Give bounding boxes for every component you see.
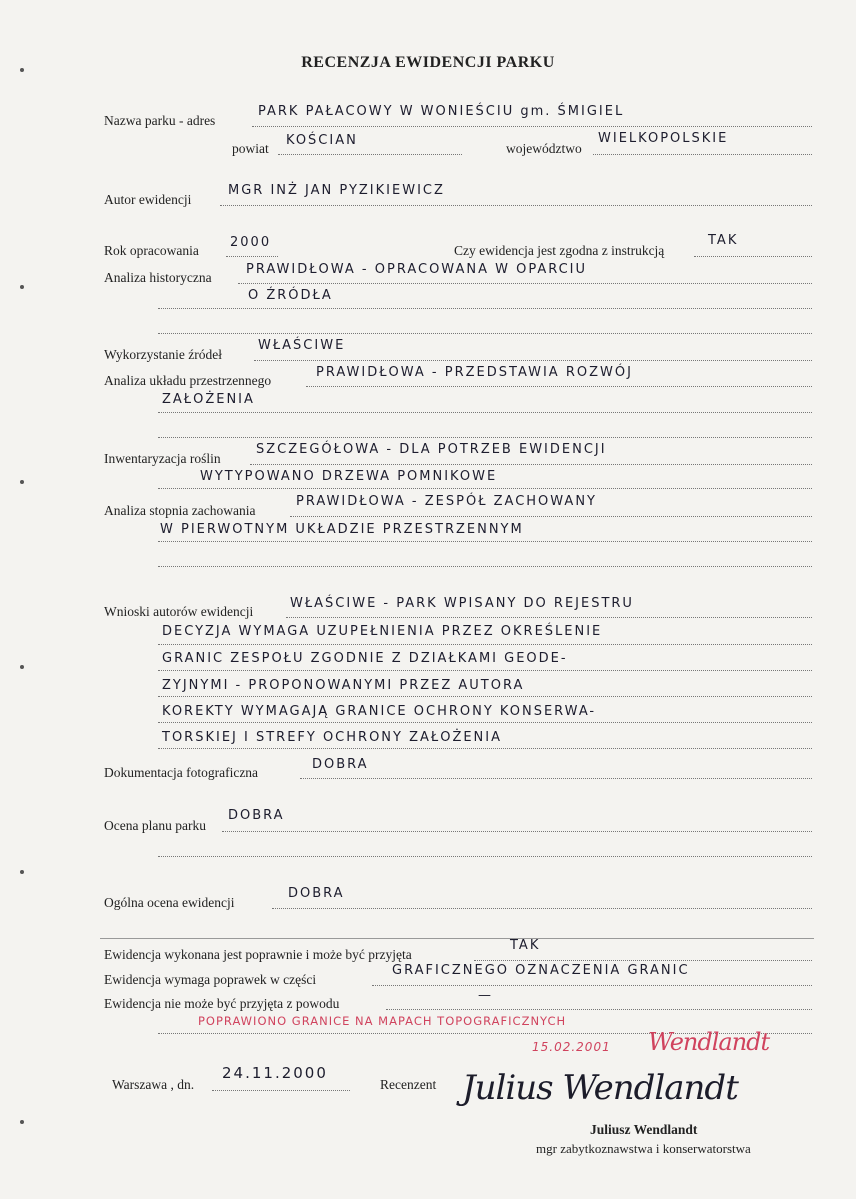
dotted-line	[694, 256, 812, 257]
dotted-line	[278, 154, 462, 155]
wnioski-line1: WŁAŚCIWE - PARK WPISANY DO REJESTRU	[290, 596, 634, 611]
powiat-value: KOŚCIAN	[286, 133, 358, 148]
dotted-line	[158, 541, 812, 542]
poprawek-label: Ewidencja wymaga poprawek w części	[104, 972, 317, 987]
inwent-line2: WYTYPOWANO DRZEWA POMNIKOWE	[200, 469, 498, 484]
dotted-line	[238, 283, 812, 284]
dotted-line	[158, 412, 812, 413]
wnioski-line5: KOREKTY WYMAGAJĄ GRANICE OCHRONY KONSERWA-	[162, 704, 597, 719]
dotted-line	[158, 566, 812, 567]
wnioski-line4: ZYJNYMI - PROPONOWANYMI PRZEZ AUTORA	[162, 678, 525, 693]
dotted-line	[474, 960, 812, 961]
plan-label: Ocena planu parku	[104, 818, 206, 833]
margin-dot	[20, 1120, 24, 1124]
przyjeta-label: Ewidencja wykonana jest poprawnie i może być przyjęta	[104, 947, 412, 962]
stopnia-label: Analiza stopnia zachowania	[104, 503, 256, 518]
dotted-line	[286, 617, 812, 618]
ogolna-label: Ogólna ocena ewidencji	[104, 895, 235, 910]
wnioski-line2: DECYZJA WYMAGA UZUPEŁNIENIA PRZEZ OKREŚLENIE	[162, 624, 603, 639]
stopnia-line1: PRAWIDŁOWA - ZESPÓŁ ZACHOWANY	[296, 494, 597, 509]
margin-dot	[20, 285, 24, 289]
rok-label: Rok opracowania	[104, 243, 199, 258]
foto-value: DOBRA	[312, 757, 369, 772]
dotted-line	[386, 1009, 812, 1010]
dotted-line	[158, 670, 812, 671]
autor-label: Autor ewidencji	[104, 192, 192, 207]
zrodel-value: WŁAŚCIWE	[258, 338, 346, 353]
dotted-line	[252, 126, 812, 127]
dotted-line	[158, 856, 812, 857]
dotted-line	[300, 778, 812, 779]
dotted-line	[220, 205, 812, 206]
inwent-line1: SZCZEGÓŁOWA - DLA POTRZEB EWIDENCJI	[256, 442, 607, 457]
dotted-line	[222, 831, 812, 832]
separator-line	[100, 938, 814, 939]
foto-label: Dokumentacja fotograficzna	[104, 765, 259, 780]
dotted-line	[212, 1090, 350, 1091]
dotted-line	[158, 488, 812, 489]
dotted-line	[158, 437, 812, 438]
dotted-line	[158, 696, 812, 697]
uklad-label: Analiza układu przestrzennego	[104, 373, 272, 388]
reviewer-name: Juliusz Wendlandt	[590, 1122, 698, 1137]
nazwa-label: Nazwa parku - adres	[104, 113, 216, 128]
dotted-line	[290, 516, 812, 517]
dotted-line	[158, 308, 812, 309]
dotted-line	[593, 154, 812, 155]
recenzent-label: Recenzent	[380, 1077, 437, 1092]
wnioski-line6: TORSKIEJ I STREFY OCHRONY ZAŁOŻENIA	[162, 730, 503, 745]
historyczna-line2: O ŹRÓDŁA	[248, 288, 333, 303]
poprawek-value: GRAFICZNEGO OZNACZENIA GRANIC	[392, 963, 690, 978]
reviewer-signature: Julius Wendlandt	[462, 1068, 738, 1108]
autor-value: MGR INŻ JAN PYZIKIEWICZ	[228, 183, 445, 198]
red-correction-date: 15.02.2001	[532, 1040, 611, 1054]
margin-dot	[20, 665, 24, 669]
page-title: RECENZJA EWIDENCJI PARKU	[301, 54, 555, 71]
dotted-line	[272, 908, 812, 909]
dotted-line	[250, 464, 812, 465]
margin-dot	[20, 870, 24, 874]
nie-value: —	[478, 988, 493, 1003]
nie-label: Ewidencja nie może być przyjęta z powodu	[104, 996, 340, 1011]
wnioski-line3: GRANIC ZESPOŁU ZGODNIE Z DZIAŁKAMI GEODE-	[162, 651, 568, 666]
uklad-line1: PRAWIDŁOWA - PRZEDSTAWIA ROZWÓJ	[316, 365, 633, 380]
nazwa-value: PARK PAŁACOWY W WONIEŚCIU gm. ŚMIGIEL	[258, 104, 625, 119]
przyjeta-value: TAK	[510, 938, 541, 953]
stopnia-line2: W PIERWOTNYM UKŁADZIE PRZESTRZENNYM	[160, 522, 524, 537]
historyczna-label: Analiza historyczna	[104, 270, 212, 285]
uklad-line2: ZAŁOŻENIA	[162, 392, 255, 407]
miejsce-label: Warszawa , dn.	[112, 1077, 195, 1092]
inwent-label: Inwentaryzacja roślin	[104, 451, 221, 466]
zgodna-label: Czy ewidencja jest zgodna z instrukcją	[454, 243, 665, 258]
dotted-line	[158, 333, 812, 334]
dotted-line	[158, 722, 812, 723]
reviewer-degree: mgr zabytkoznawstwa i konserwatorstwa	[536, 1141, 751, 1156]
dotted-line	[158, 644, 812, 645]
red-correction-note: POPRAWIONO GRANICE NA MAPACH TOPOGRAFICZNYCH	[198, 1014, 567, 1028]
wojewodztwo-label: województwo	[506, 141, 582, 156]
ogolna-value: DOBRA	[288, 886, 345, 901]
rok-value: 2000	[230, 235, 272, 250]
dotted-line	[254, 360, 812, 361]
dotted-line	[306, 386, 812, 387]
powiat-label: powiat	[232, 141, 269, 156]
zrodel-label: Wykorzystanie źródeł	[104, 347, 223, 362]
dotted-line	[158, 748, 812, 749]
plan-value: DOBRA	[228, 808, 285, 823]
wojewodztwo-value: WIELKOPOLSKIE	[598, 131, 729, 146]
dotted-line	[372, 985, 812, 986]
historyczna-line1: PRAWIDŁOWA - OPRACOWANA W OPARCIU	[246, 262, 588, 277]
data-value: 24.11.2000	[222, 1064, 328, 1082]
dotted-line	[226, 256, 278, 257]
zgodna-value: TAK	[708, 233, 739, 248]
margin-dot	[20, 480, 24, 484]
red-initials-signature: Wendlandt	[648, 1028, 770, 1056]
wnioski-label: Wnioski autorów ewidencji	[104, 604, 254, 619]
